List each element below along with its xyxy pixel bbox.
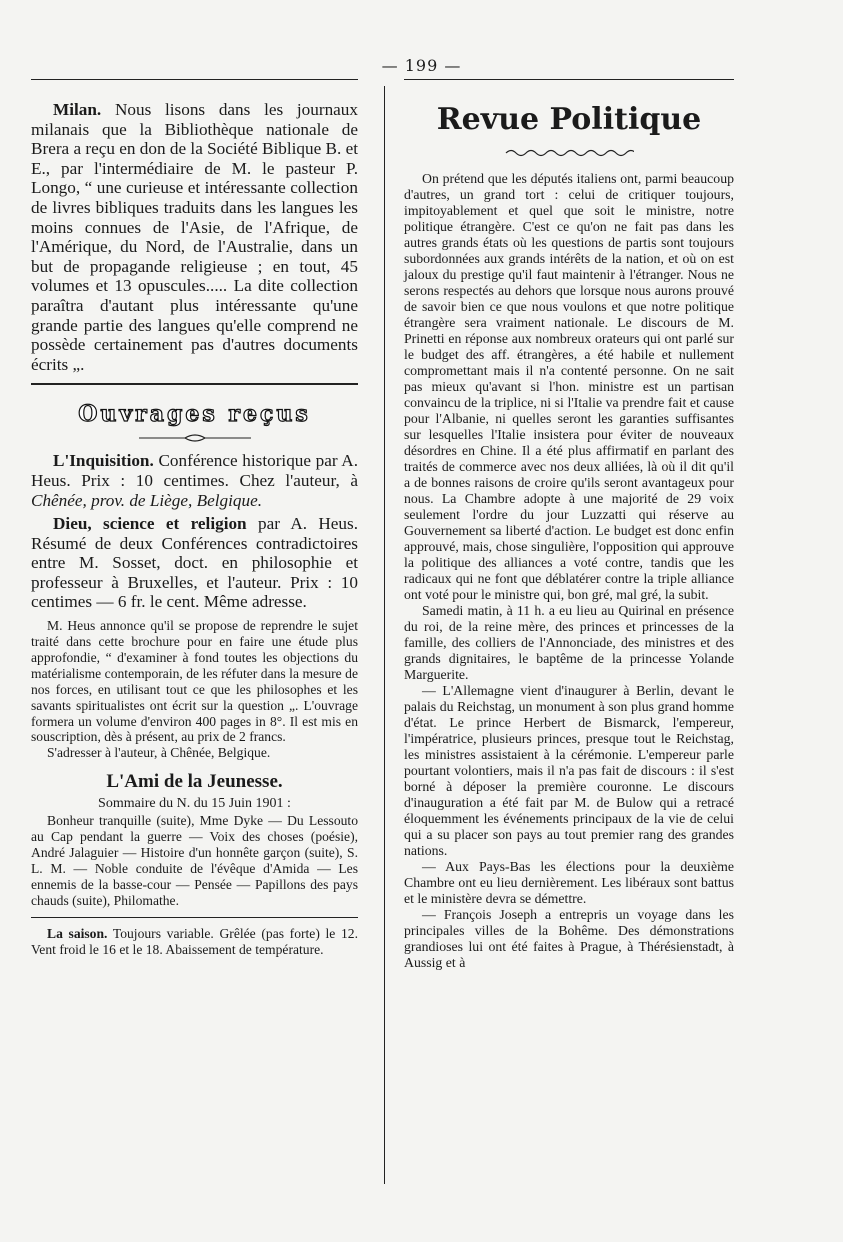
ami-title: L'Ami de la Jeunesse. <box>106 771 283 793</box>
inquisition-text: Conférence historique par A. Heus. Prix : 10 centimes. Chez l'auteur, à <box>31 451 359 490</box>
inquisition-entry <box>31 451 358 510</box>
page-number: — 199 — <box>381 56 462 75</box>
left-column <box>31 100 358 957</box>
saison-heading: La saison. <box>47 925 108 941</box>
revue-paragraph: — François Joseph a entrepris un voyage dans les principales villes de la Bohême. Des démonstrations grandioses lui ont été faites à Prague, à Thérésienstadt, à Aussig et à <box>404 907 734 970</box>
saison-text: Toujours variable. Grêlée (pas forte) le 12. Vent froid le 16 et le 18. Abaissement de température. <box>31 925 358 957</box>
section-divider <box>31 383 358 385</box>
milan-text: Nous lisons dans les journaux milanais que la Bibliothèque nationale de Brera a reçu en don de la Société Biblique B. et E., par l'intermédiaire de M. le pasteur P. Longo, “ une curieuse et intéressante collection de livres bibliques traduits dans les langues les moins connues de l'Asie, de l'Afrique, de l'Amérique, du Nord, de l'Australie, dans un but de propagande religieuse ; en tout, 45 volumes et 13 opuscules..... La dite collection paraîtra d'autant plus intéressante qu'une grande partie des langues qu'elle comprend ne possède certainement pas d'autres documents écrits „. <box>31 100 358 374</box>
column-divider <box>384 86 385 1184</box>
wave-ornament <box>504 147 634 159</box>
heus-address: S'adresser à l'auteur, à Chênée, Belgique. <box>47 745 271 761</box>
ami-contents: Bonheur tranquille (suite), Mme Dyke — Du Lessouto au Cap pendant la guerre — Voix des choses (poésie), André Jalaguier — Histoire d'un honnête garçon (suite), S. L. M. — Noble conduite de l'évêque d'Amida — Les ennemis de la basse-cour — Pensée — Papillons des pays chauds (suite), Philomathe. <box>31 813 358 908</box>
ornament-divider <box>135 431 255 445</box>
ami-summary-date: Sommaire du N. du 15 Juin 1901 : <box>98 796 291 812</box>
top-rule-right <box>404 79 734 80</box>
revue-paragraph: — Aux Pays-Bas les élections pour la deuxième Chambre ont eu lieu dernièrement. Les libéraux sont battus et le ministère devra se démettre. <box>404 859 734 906</box>
right-column <box>404 100 734 971</box>
inquisition-place: Chênée, prov. de Liège, Belgique. <box>31 490 262 510</box>
dieu-text: par A. Heus. Résumé de deux Conférences contradictoires entre M. Sosset, doct. en philosophie et professeur à Bruxelles, et l'auteur. Prix : 10 centimes — 6 fr. le cent. Même adresse. <box>31 514 359 612</box>
revue-paragraph: Samedi matin, à 11 h. a eu lieu au Quirinal en présence du roi, de la reine mère, des princes et princesses de la famille, des colliers de l'Annonciade, des ministres et des grands dignitaires, le baptême de la princesse Yolande Marguerite. <box>404 603 734 682</box>
saison-divider <box>31 917 358 918</box>
saison-entry <box>31 926 358 958</box>
revue-paragraph: — L'Allemagne vient d'inaugurer à Berlin, devant le palais du Reichstag, un monument à son plus grand homme d'état. Le prince Herbert de Bismarck, l'empereur, l'impératrice, plusieurs princes, presque tout le Reichstag, les ministres assistaient à la cérémonie. L'empereur parle pourtant volontiers, mais il n'a pas fait de discours : il s'est borné à déposer la première couronne. Le discours d'inauguration a été fait par M. de Bulow qui a retracé éloquemment les événements principaux de la vie de celui qui a su placer son pays au tout premier rang des grandes nations. <box>404 683 734 858</box>
dieu-heading: Dieu, science et religion <box>53 514 247 534</box>
revue-body <box>404 171 734 971</box>
milan-article <box>31 100 358 374</box>
heus-note: M. Heus annonce qu'il se propose de reprendre le sujet traité dans cette brochure pour en faire une étude plus approfondie, “ d'examiner à fond toutes les objections du matérialisme contemporain, de les réfuter dans la mesure de nos forces, en utilisant tout ce que les philosophes et les savants spiritualistes ont écrit sur la question „. L'ouvrage formera un volume d'environ 400 pages in 8°. Il est mis en souscription, dès à présent, au prix de 2 francs. <box>31 618 358 745</box>
dieu-entry <box>31 514 358 612</box>
inquisition-heading: L'Inquisition. <box>53 451 154 471</box>
revue-paragraph: On prétend que les députés italiens ont, parmi beaucoup d'autres, un grand tort : celui de critiquer toujours, impitoyablement et quel que soit le ministre, notre politique étrangère. C'est ce qu'on ne fait pas dans les autres grands états où les questions de partis sont toujours subordonnées aux grands intérêts de la nation, et où on est jaloux du prestige qu'il faut maintenir à l'étranger. Nous ne serons respectés au dehors que lorsque nous aurons prouvé de savoir bien ce que nous voulons et que notre politique étrangère sera vraiment nationale. Le discours de M. Prinetti en réponse aux nombreux orateurs qui ont parlé sur le budget des aff. étrangères, a été habile et nullement compromettant mais il n'a contenté personne. On ne sait pas mieux qu'avant si l'hon. ministre est un partisan convaincu de la triplice, ni si l'Italie va prendre fait et cause pour l'Albanie, ni quelles seront les garanties suffisantes sur lesquelles l'Italie insistera pour éviter de nouveaux désordres en Chine. Il a été plus affirmatif en parlant des traités de commerce avec nos deux alliées, là où il dit qu'il a de bonnes raisons de croire qu'ils seront avantageux pour nous. La Chambre adopte à une majorité de 29 voix seulement l'ordre du jour Luzzatti qui réserve au Gouvernement sa liberté d'action. Le budget est donc enfin approuvé, mais, chose singulière, l'opposition qui approuve la politique des alliances a voté contre, tandis que les radicaux qui ne font que déblatérer contre la triple alliance ont voté pour le ministre qui, bon gré, mal gré, la subit. <box>404 171 734 602</box>
revue-title: Revue Politique <box>436 102 702 137</box>
milan-heading: Milan. <box>53 100 102 119</box>
top-rule-left <box>31 79 358 80</box>
ouvrages-title: Ouvrages reçus <box>78 401 311 428</box>
